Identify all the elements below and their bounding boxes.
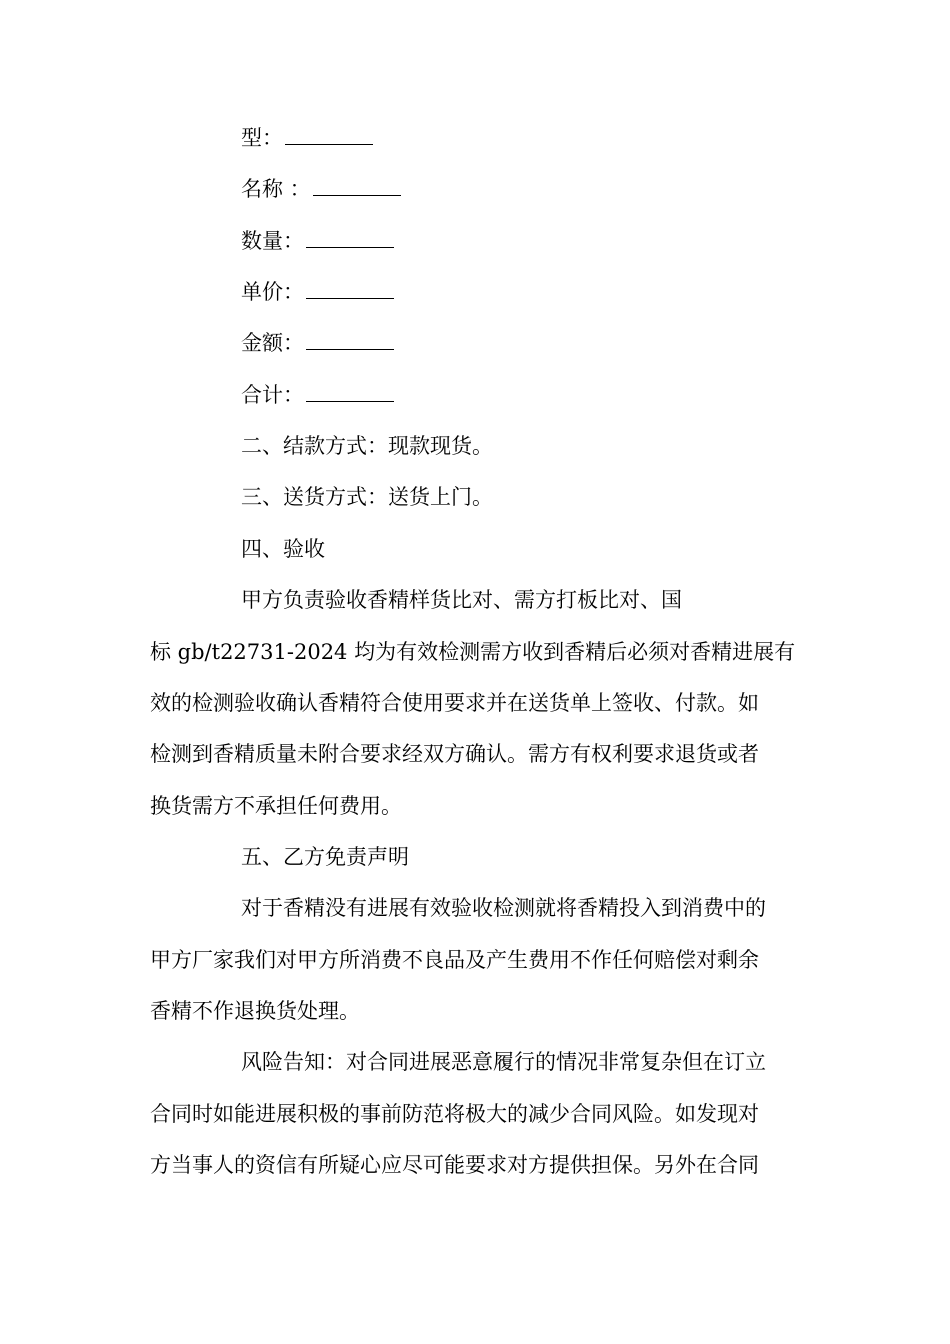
payment-clause: 二、结款方式：现款现货。 [241, 434, 493, 458]
field-type-label: 型： [241, 126, 283, 150]
acceptance-line: 标 gb/t22731-2024 均为有效检测需方收到香精后必须对香精进展有 [150, 640, 796, 664]
disclaimer-line: 甲方厂家我们对甲方所消费不良品及产生费用不作任何赔偿对剩余 [150, 948, 759, 972]
acceptance-line: 甲方负责验收香精样货比对、需方打板比对、国 [241, 588, 682, 612]
field-name [241, 174, 401, 204]
acceptance-line: 换货需方不承担任何费用。 [150, 794, 402, 818]
acceptance-line: 效的检测验收确认香精符合使用要求并在送货单上签收、付款。如 [150, 691, 759, 715]
disclaimer-heading: 五、乙方免责声明 [241, 845, 409, 869]
field-total-blank [306, 383, 394, 402]
field-unit-price [241, 277, 394, 307]
field-name-label: 名称 ： [241, 177, 311, 201]
field-total-label: 合计： [241, 383, 304, 407]
field-quantity [241, 226, 394, 256]
field-total [241, 380, 394, 410]
delivery-clause: 三、送货方式：送货上门。 [241, 485, 493, 509]
field-unit-price-blank [306, 280, 394, 299]
field-unit-price-label: 单价： [241, 280, 304, 304]
risk-line: 合同时如能进展积极的事前防范将极大的减少合同风险。如发现对 [150, 1102, 759, 1126]
field-amount [241, 328, 394, 358]
disclaimer-line: 对于香精没有进展有效验收检测就将香精投入到消费中的 [241, 896, 766, 920]
risk-line: 风险告知：对合同进展恶意履行的情况非常复杂但在订立 [241, 1050, 766, 1074]
field-name-blank [313, 177, 401, 196]
field-type-blank [285, 126, 373, 145]
acceptance-line: 检测到香精质量未附合要求经双方确认。需方有权利要求退货或者 [150, 742, 759, 766]
field-amount-blank [306, 331, 394, 350]
risk-line: 方当事人的资信有所疑心应尽可能要求对方提供担保。另外在合同 [150, 1153, 759, 1177]
acceptance-heading: 四、验收 [241, 537, 325, 561]
field-quantity-label: 数量： [241, 229, 304, 253]
field-amount-label: 金额： [241, 331, 304, 355]
field-type [241, 123, 373, 153]
disclaimer-line: 香精不作退换货处理。 [150, 999, 360, 1023]
field-quantity-blank [306, 229, 394, 248]
